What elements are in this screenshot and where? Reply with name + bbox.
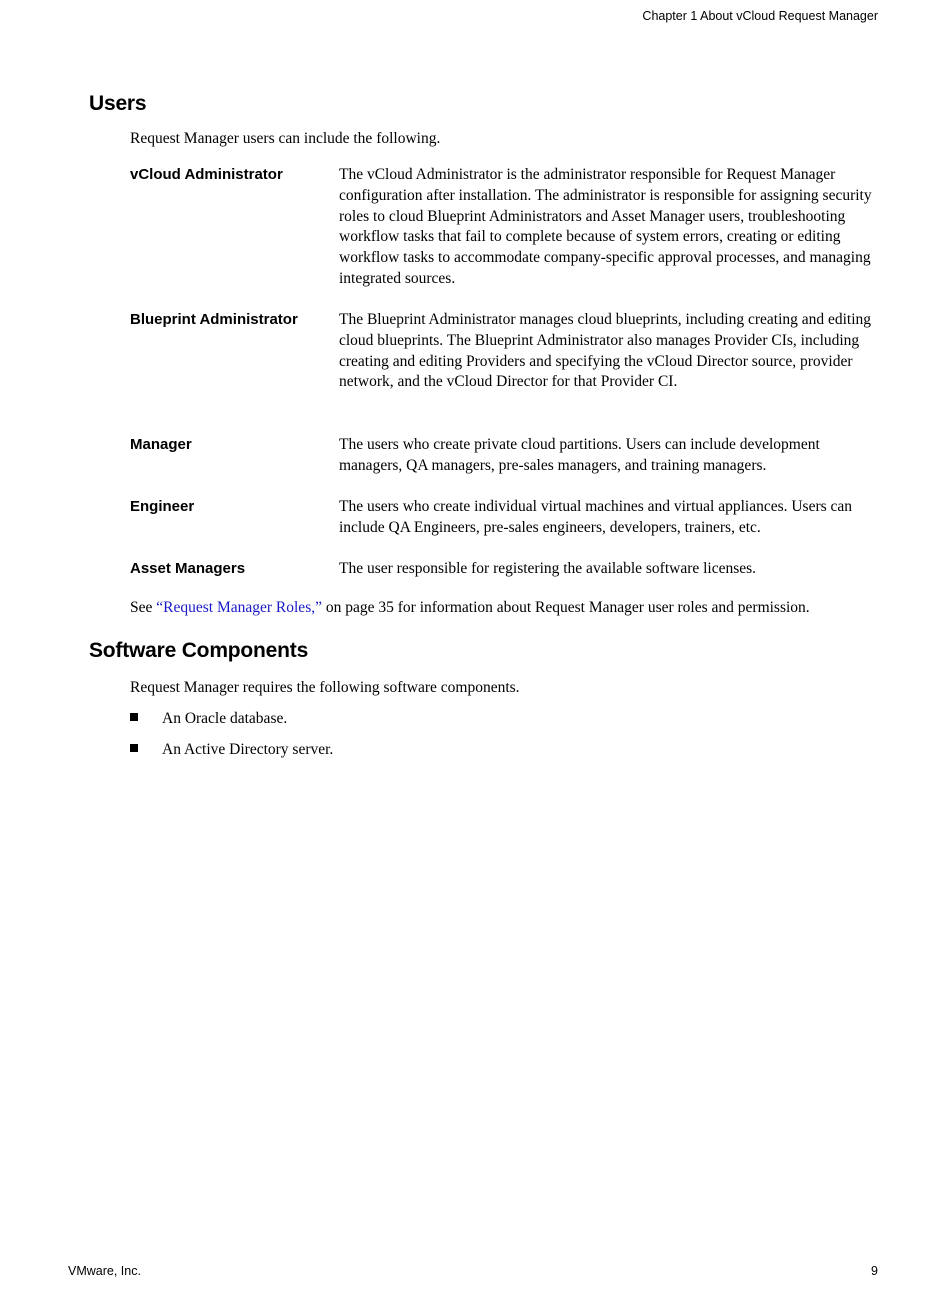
role-term-asset-managers: Asset Managers	[130, 560, 246, 577]
role-term-vcloud-administrator: vCloud Administrator	[130, 166, 283, 183]
request-manager-roles-link[interactable]: “Request Manager Roles,”	[156, 599, 322, 616]
bullet-square-icon	[130, 713, 138, 721]
list-item	[130, 739, 333, 760]
page-number: 9	[871, 1264, 878, 1278]
role-term-engineer: Engineer	[130, 498, 195, 515]
see-also-prefix: See	[130, 599, 157, 616]
bullet-square-icon	[130, 744, 138, 752]
role-term-manager: Manager	[130, 436, 192, 453]
list-item-text: An Active Directory server.	[162, 741, 334, 758]
users-heading: Users	[89, 92, 147, 115]
software-components-heading: Software Components	[89, 639, 309, 662]
see-also-paragraph	[130, 597, 890, 618]
see-also-suffix: on page 35 for information about Request Manager user roles and permission.	[321, 599, 810, 616]
software-components-intro: Request Manager requires the following software components.	[130, 679, 520, 696]
role-definition-asset-managers: The user responsible for registering the available software licenses.	[339, 560, 757, 577]
running-header: Chapter 1 About vCloud Request Manager	[642, 9, 878, 23]
list-item-text: An Oracle database.	[162, 710, 288, 727]
role-definition-vcloud-administrator: The vCloud Administrator is the administrator responsible for Request Manager configuration after installation. The administrator is responsible for assigning security roles to cloud Blueprint Administrators and Asset Manager users, troubleshooting workflow tasks that fail to complete because of system errors, creating or editing workflow tasks to accommodate company-specific approval processes, and managing integrated sources.	[339, 166, 872, 287]
list-item	[130, 708, 287, 729]
role-term-blueprint-administrator: Blueprint Administrator	[130, 311, 298, 328]
footer-company: VMware, Inc.	[68, 1264, 141, 1278]
users-intro: Request Manager users can include the following.	[130, 130, 441, 147]
role-definition-manager: The users who create private cloud partitions. Users can include development managers, QA managers, pre-sales managers, and training managers.	[339, 436, 820, 474]
role-definition-engineer: The users who create individual virtual machines and virtual appliances. Users can include QA Engineers, pre-sales engineers, developers, trainers, etc.	[339, 498, 853, 536]
role-definition-blueprint-administrator: The Blueprint Administrator manages cloud blueprints, including creating and editing cloud blueprints. The Blueprint Administrator also manages Provider CIs, including creating and editing Providers and specifying the vCloud Director source, provider network, and the vCloud Director for that Provider CI.	[339, 311, 872, 391]
